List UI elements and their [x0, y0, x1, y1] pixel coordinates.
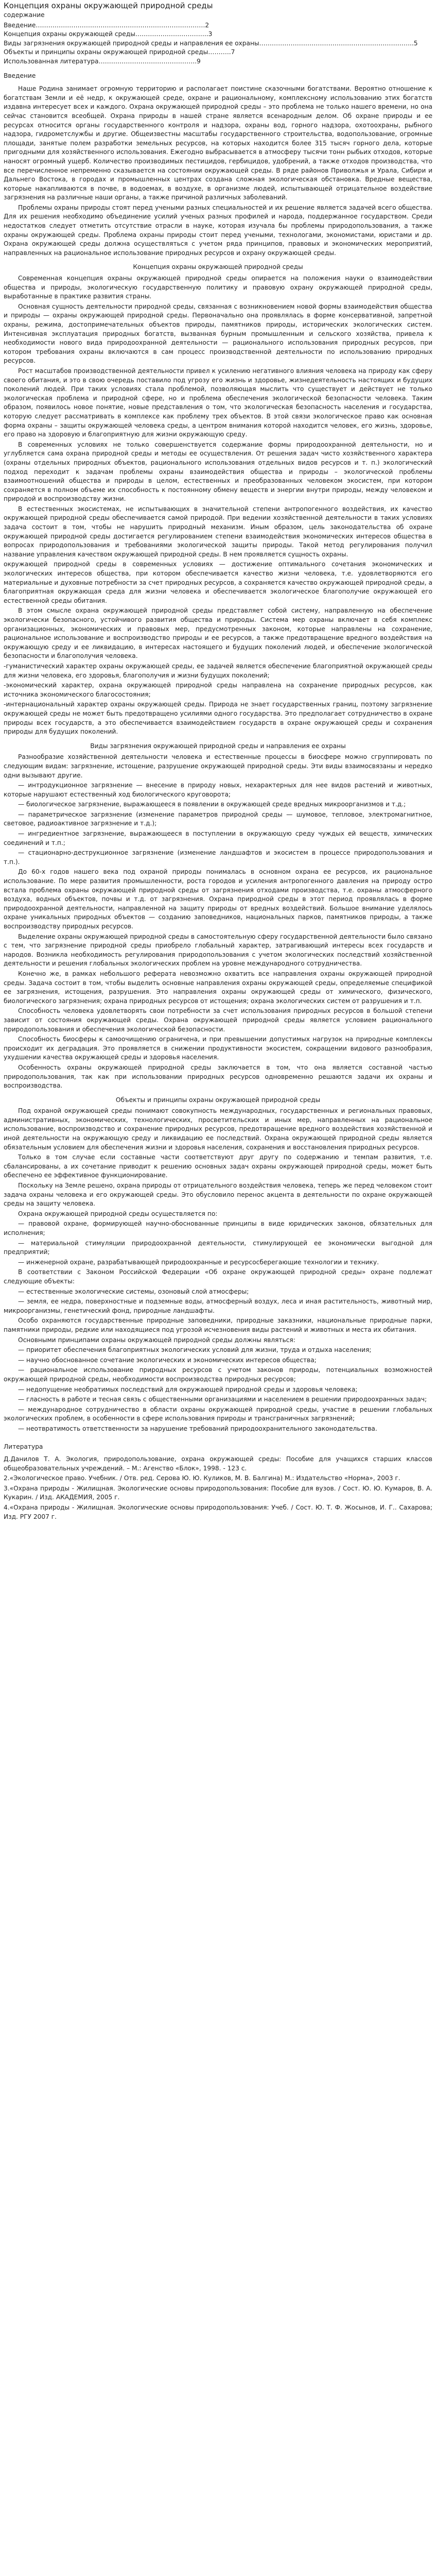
literature-item: 2.«Экологическое право. Учебник. / Отв. ред. Серова Ю. Ю. Куликов, М. В. Балгина) М.: Издательство «Норма», 2003 г.	[4, 1475, 400, 1482]
section-list-item: — приоритет обеспечения благоприятных экологических условий для жизни, труда и отдыха населения;	[18, 1346, 372, 1354]
section-paragraph: В этом смысле охрана окружающей природной среды представляет собой систему, направленную на обеспечение экологически безопасного, устойчивого развития общества и природы. Система мер охраны включает в себя комплекс организационных, экономических и правовых мер, предусмотренных законом, которые направлены на сохранение, рациональное использование и воспроизводство природы и ее ресурсов, а также предотвращение вредного воздействия на окружающую среду и ее ликвидацию, в интересах настоящего и будущих поколений людей, и обеспечение экологической безопасности и благополучия человека.	[4, 607, 432, 660]
toc-item[interactable]: Виды загрязнения окружающей природной среды и направления ее охраны………………………………………………………………..5	[4, 39, 418, 47]
section-paragraph: Поскольку на Земле решено, охрана природы от отрицательного воздействия человека, теперь же перед человеком стоит задача охраны человека и его окружающей среды. Это обусловило перенос акцента в деятельности по охране окружающей среды на защиту человека.	[4, 1182, 432, 1208]
section-paragraph: Только в том случае если составные части соответствуют друг другу по содержанию и темпам развития, т.е. сбалансированы, а их сочетание приводит к решению основных задач охраны окружающей природной среды, может быть обеспечено ее эффективное функционирование.	[4, 1154, 432, 1179]
section-list-item: — интродукционное загрязнение — внесение в природу новых, нехарактерных для нее видов растений и животных, которые нарушают естественный ход биологического круговорота;	[4, 782, 432, 798]
intro-paragraph: Наше Родина занимает огромную территорию и располагает поистине сказочными богатствами. Вероятно отношение к богатствам Земли и её недр, к окружающей среде, охране и рациональному, комплексному использованию этих богатств издавна интересует всех и каждого. Охрана окружающей природной среды – это проблема не только нашего времени, но она сейчас становится всеобщей. Охрана природы в нашей стране является всенародным делом. Об охране природы и ее ресурсах относится органы государственного контроля и надзора, охраны вод, горного надзора, охотоохраны, рыбного надзора, гидрометслужбы и другие. Общеизвестны масштабы государственного строительства, водопользование, огромные площади, занятые полем разработки земельных ресурсов, на которых находится более 315 тысяч горного дела, которые пригодными для хозяйственного использования. Ежегодно выбрасывается в атмосферу тысячи тонн рыбьих отходов, которые наносят огромный ущерб. Количество производимых пестицидов, гербицидов, удобрений, а также отходов производства, что все перечисленное непременно сказывается на состоянии окружающей среды. В ряде районов Приволжья и Урала, Сибири и Дальнего Востока, в городах и промышленных центрах создана сложная экологическая обстановка. Вредные вещества, которые накапливаются в почве, в водоемах, в воздухе, в организме людей, испытывающей отрицательное воздействие загрязнения на различные наши органы, а также причиной различных заболеваний.	[4, 85, 432, 201]
section-list-item: — международное сотрудничество в области охраны окружающей природной среды, участие в решении глобальных экологических проблем, в особенности в сфере использования природы и трансграничных загрязнений;	[4, 1405, 432, 1422]
section-heading: Виды загрязнения окружающей природной среды и направления ее охраны	[90, 742, 346, 750]
section-list-item: — естественные экологические системы, озоновый слой атмосферы;	[18, 1287, 249, 1295]
toc-item[interactable]: Введение………………………………………………………………………2	[4, 21, 210, 29]
section-paragraph: В современных условиях не только совершенствуется содержание формы природоохранной деятельности, но и углубляется сама охрана природной среды и методы ее осуществления. От решения задач чисто хозяйственного характера (охраны отдельных природных объектов, рационального использования отдельных видов ресурсов и т. п.) экологический подход переходит к задачам проблемы охраны взаимодействия общества и природы – экологической проблемы взаимоотношений общества и природы в целом, естественных и преобразованных человеком экосистем, при котором сохраняется в полном объеме их способность к постоянному обмену веществ и энергии внутри природы, между человеком и природой и воспроизводству жизни.	[4, 440, 432, 503]
section-paragraph: В соответствии с Законом Российской Федерации «Об охране окружающей природной среды» охране подлежат следующие объекты:	[4, 1268, 432, 1285]
literature-item: 4.«Охрана природы - Жилищная. Экологические основы природопользования: Учеб. / Сост. Ю. Т. Ф. Жосынов, И. Г.. Сахарова; Изд. РГУ 2007 г.	[4, 1504, 432, 1520]
toc-heading: содержание	[4, 11, 45, 19]
section-list-item: — правовой охране, формирующей научно-обоснованные принципы в виде юридических законов, обязательных для исполнения;	[4, 1220, 432, 1236]
literature-heading: Литература	[4, 1443, 43, 1451]
section-list-item: — недопущение необратимых последствий для окружающей природной среды и здоровья человека;	[18, 1385, 358, 1393]
table-of-contents	[4, 21, 432, 66]
section-paragraph: окружающей природной среды в современных условиях — достижение оптимального сочетания экономических и экологических интересов общества, при котором обеспечивается качество жизни человека, т.е. удовлетворяются его материальные и духовные потребности за счет природных ресурсов, а сохраняется качество окружающей природной среды, а благоприятная окружающая среда для жизни человека и обеспечивается экологическое благополучие окружающей его естественной среды обитания.	[4, 561, 432, 604]
document-title: Концепция охраны окружающей природной среды	[4, 1, 213, 10]
section-list-item: — научно обоснованное сочетание экологических и экономических интересов общества;	[18, 1356, 317, 1364]
section-paragraph: Способность биосферы к самоочищению ограничена, и при превышении допустимых нагрузок на природные комплексы происходит их деградация. Это проявляется в снижении продуктивности экосистем, сокращении видового разнообразия, ухудшении качества окружающей среды и здоровья населения.	[4, 1036, 432, 1061]
section-list-item: — гласность в работе и тесная связь с общественными организациями и населением в решении природоохранных задач;	[18, 1396, 427, 1403]
section-paragraph: Способность человека удовлетворять свои потребности за счет использования природных ресурсов в большой степени зависит от состояния окружающей среды. Охрана окружающей природной среды является условием рационального природопользования и обеспечения экологической безопасности.	[4, 1007, 432, 1033]
section-list-item: — рациональное использование природных ресурсов с учетом законов природы, потенциальных возможностей окружающей природной среды, необходимости воспроизводства природных ресурсов;	[4, 1366, 432, 1383]
section-paragraph: Конечно же, в рамках небольшого реферата невозможно охватить все направления охраны окружающей природной среды. Задача состоит в том, чтобы выделить основные направления охраны окружающей среды, определяемые спецификой ее загрязнения, истощения, разрушения. Это направления охраны окружающей среды от химического, физического, биологического загрязнения; охрана природных ресурсов от истощения; охрана экологических систем от разрушения и т.п.	[4, 970, 432, 1005]
section-paragraph: Охрана окружающей природной среды осуществляется по:	[18, 1210, 218, 1217]
section-paragraph: Под охраной окружающей среды понимают совокупность международных, государственных и региональных правовых, административных, экономических, технологических, просветительских и иных мер, направленных на рациональное использование, воспроизводство и сохранение природных ресурсов, предотвращение вредного воздействия хозяйственной и иной деятельности на окружающую среду и ликвидацию ее последствий. Охрана окружающей природной среды является обязательным условием для обеспечения жизни и здоровья населения, сохранения и восстановления природных ресурсов.	[4, 1107, 432, 1151]
toc-item[interactable]: Концепция охраны окружающей среды……………………………..3	[4, 30, 213, 38]
section-list-item: — стационарно-деструкционное загрязнение (изменение ландшафтов и экосистем в процессе природопользования и т.п.).	[4, 849, 432, 866]
toc-item[interactable]: Объекты и принципы охраны окружающей природной среды………..7	[4, 48, 235, 56]
section-list-item: — биологическое загрязнение, выражающееся в появлении в окружающей среде вредных микроорганизмов и т.д.;	[18, 801, 406, 808]
section-heading: Концепция охраны окружающей природной среды	[133, 263, 303, 271]
section-list-item: -интернациональный характер охраны окружающей среды. Природа не знает государственных границ, поэтому загрязнение окружающей среды не может быть предотвращено усилиями одного государства. Это предполагает сотрудничество в охране природы всех государств, а это обеспечивается взаимодействием государств в охране окружающей среды и сохранения природы для будущих поколений.	[4, 701, 432, 736]
section-list-item: — неотвратимость ответственности за нарушение требований природоохранительного законодательства.	[18, 1425, 377, 1432]
intro-heading: Введение	[4, 72, 36, 79]
section-list-item: -гуманистический характер охраны окружающей среды, ее задачей является обеспечение благоприятной окружающей среды для жизни человека, его здоровья, благополучия и жизни будущих поколений;	[4, 662, 432, 679]
section-paragraph: В естественных экосистемах, не испытывающих в значительной степени антропогенного воздействия, их качество окружающей природной среды обеспечивается самой природой. При ведении хозяйственной деятельности в таких условиях задача состоит в том, чтобы не нарушить природный механизм. Иным образом, цель законодательства об охране окружающей природной среды достигается регулированием степени взаимодействия экономических интересов общества в вопросах природопользования и требованиями экологической защиты природы. Такой метод регулирования получил название управления качеством окружающей природной среды. В нем проявляется сущность охраны.	[4, 505, 432, 558]
section-list-item: — ингредиентное загрязнение, выражающееся в поступлении в окружающую среду чуждых ей веществ, химических соединений и т.п.;	[4, 830, 432, 846]
intro-paragraph: Проблемы охраны природы стоят перед учеными разных специальностей и их решение является задачей всего общества. Для их решения необходимо объединение усилий ученых разных профилей и народа, поддержанное государством. Среди недостатков следует отметить отсутствие отрасли в науке, которая изучала бы проблемы природопользования, а также охраны окружающей среды. Проблема охраны природы стоит перед учеными, технологами, экономистами, юристами и др. Охрана окружающей среды должна осуществляться с учетом ряда принципов, правовых и экономических мероприятий, направленных на рациональное использование природных ресурсов и охрану окружающей среды.	[4, 204, 432, 257]
section-paragraph: Выделение охраны окружающей природной среды в самостоятельную сферу государственной деятельности было связано с тем, что загрязнение природной среды приобрело глобальный характер, затрагивающий интересы всех государств и народов. Возникла необходимость регулирования природопользования с учетом экологических последствий хозяйственной деятельности и решения глобальных экологических проблем на уровне международного сотрудничества.	[4, 933, 432, 968]
section-heading: Объекты и принципы охраны окружающей природной среды	[115, 1096, 321, 1104]
section-paragraph: Рост масштабов производственной деятельности привел к усилению негативного влияния человека на природу как сферу своего обитания, и это в свою очередь поставило под угрозу его жизнь и здоровье, жизнедеятельность настоящих и будущих поколений людей. При таких условиях стала проблемой, позволяющая мыслить что существует и действует не только экологическая проблема и природной сфере, но и проблема обеспечения экологической безопасности человека. Таким образом, появилось новое понятие, новые представления о том, что экологическая безопасность населения и государства, которую следует рассматривать в комплексе как проблему трех объектов. В этой связи экологическое право как основная форма охраны – защиты окружающей человека среды, а центром внимания которой находится человек, его жизнь, здоровье, его право на здоровую и благоприятную для жизни окружающую среду.	[4, 367, 432, 438]
literature-item: 3.«Охрана природы - Жилищная. Экологические основы природопользования: Пособие для вузов. / Сост. Ю. Ю. Кумаров, В. А. Кукарин. / Изд. АКАДЕМИЯ, 2005 г.	[4, 1484, 432, 1501]
section-paragraph: Современная концепция охраны окружающей природной среды опирается на положения науки о взаимодействии общества и природы, экологическую государственную политику и правовую охрану окружающей природной среды, выработанные в практике развития страны.	[4, 275, 432, 300]
section-list-item: — материальной стимуляции природоохранной деятельности, стимулирующей ее экономически выгодной для предприятий;	[4, 1239, 432, 1256]
section-paragraph: Особо охраняются государственные природные заповедники, природные заказники, национальные природные парки, памятники природы, редкие или находящиеся под угрозой исчезновения виды растений и животных и места их обитания.	[4, 1317, 432, 1333]
toc-item[interactable]: Использованная литература………………………………………..9	[4, 57, 201, 65]
section-list-item: — земля, ее недра, поверхностные и подземные воды, атмосферный воздух, леса и иная растительность, животный мир, микроорганизмы, генетический фонд, природные ландшафты.	[4, 1298, 432, 1314]
section-paragraph: Основными принципами охраны окружающей природной среды должны являться:	[18, 1336, 295, 1344]
section-list-item: — инженерной охране, разрабатывающей природоохранные и ресурсосберегающие технологии и технику.	[18, 1258, 379, 1266]
section-paragraph: Особенность охраны окружающей природной среды заключается в том, что она является составной частью природопользования, так как при использовании природных ресурсов одновременно решаются задачи их охраны и воспроизводства.	[4, 1063, 432, 1090]
section-list-item: — параметрическое загрязнение (изменение параметров природной среды — шумовое, тепловое, электромагнитное, световое, радиоактивное загрязнение и т.д.);	[4, 810, 432, 827]
section-paragraph: Разнообразие хозяйственной деятельности человека и естественные процессы в биосфере можно сгруппировать по следующим видам: загрязнение, истощение, разрушение окружающей природной среды. Эти виды взаимосвязаны и нередко одни вызывают другие.	[4, 753, 432, 779]
section-paragraph: До 60-х годов нашего века под охраной природы понималась в основном охрана ее ресурсов, их рациональное использование. По мере развития промышленности, роста городов и усиления антропогенного давления на природу остро встала проблема охраны окружающей природной среды от загрязнения отходами производства, т.е. охраны атмосферного воздуха, водных объектов, почвы и т.д. от загрязнения. Охрана природной среды в этот период проявлялась в форме природоохранной деятельности, направленной на защиту природы от вредных воздействий. Большое внимание уделялось охране уникальных природных объектов — созданию заповедников, национальных парков, памятников природы, а также воспроизводству природных ресурсов.	[4, 868, 432, 930]
literature-item: Д.Данилов Т. А. Экология, природопользование, охрана окружающей среды: Пособие для учащихся старших классов общеобразовательных учреждений. – М.: Агенство «Блок», 1998. - 123 с.	[4, 1455, 432, 1472]
section-list-item: -экономический характер, охрана окружающей природной среды направлена на сохранение природных ресурсов, как источника экономического благосостояния;	[4, 682, 432, 698]
section-paragraph: Основная сущность деятельности природной среды, связанная с возникновением новой формы взаимодействия общества и природы — охраны окружающей природной среды. Первоначально она проявлялась в форме консервативной, запретной охраны, режима, достопримечательных объектов природы, памятников природы, исторических экологических систем. Интенсивная эксплуатация природных богатств, вызванная бурным промышленным и сельского хозяйства, привела к необходимости нового вида природоохранной деятельности — рационального использования природных ресурсов, при котором требования охраны включаются в сам процесс производственной деятельности по использованию природных ресурсов.	[4, 302, 432, 365]
